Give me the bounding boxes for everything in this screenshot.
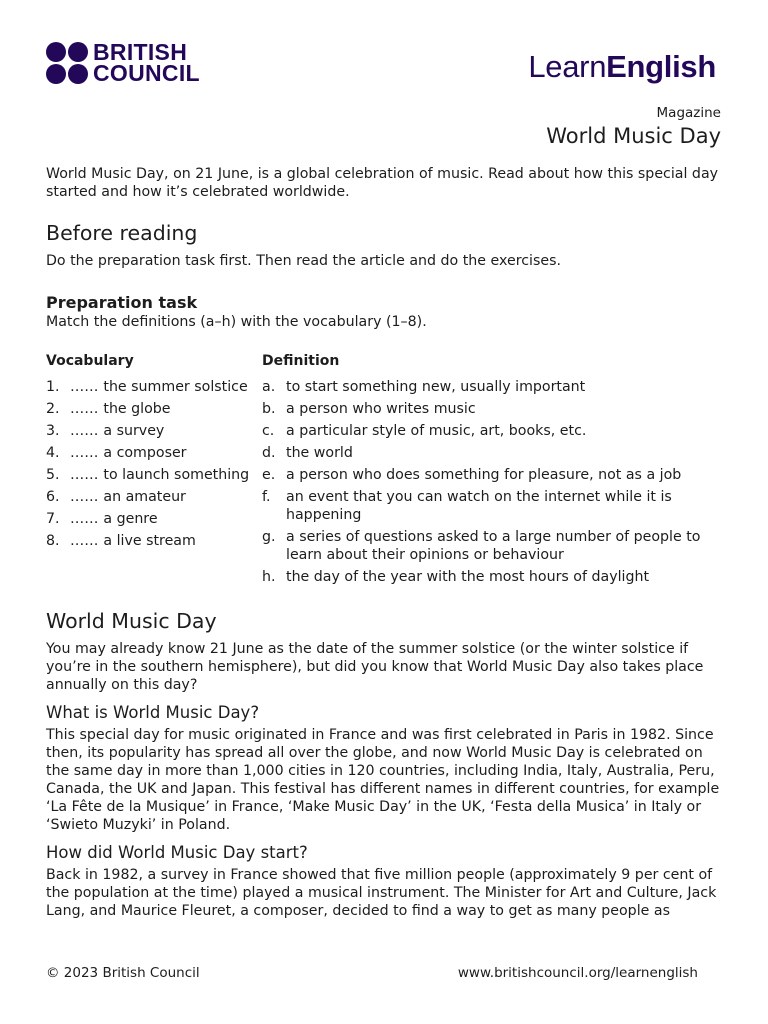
learnenglish-logo <box>528 49 716 85</box>
definition-item <box>262 568 722 586</box>
definition-column <box>262 352 722 590</box>
definition-header: Definition <box>262 353 340 369</box>
vocab-number: 1. <box>46 379 60 395</box>
definition-item <box>262 444 722 462</box>
article-paragraph: You may already know 21 June as the date of the summer solstice (or the winter solstice if you’re in the southern hemisphere), but did you know that World Music Day also takes place annually on this day? <box>46 641 704 693</box>
definition-item <box>262 528 722 564</box>
definition-letter: c. <box>262 423 275 439</box>
vocab-item <box>46 510 262 528</box>
footer-copyright: © 2023 British Council <box>46 965 200 981</box>
vocab-number: 2. <box>46 401 60 417</box>
definition-text: a series of questions asked to a large number of people to learn about their opinions or behaviour <box>286 529 701 563</box>
footer-url: www.britishcouncil.org/learnenglish <box>457 965 698 981</box>
main-content <box>46 165 726 920</box>
preparation-heading: Preparation task <box>46 293 198 312</box>
answer-blank: …… <box>70 511 99 527</box>
answer-blank: …… <box>70 379 99 395</box>
definition-letter: f. <box>262 489 271 505</box>
definition-letter: b. <box>262 401 276 417</box>
definition-text: to start something new, usually important <box>286 379 586 395</box>
definition-text: a particular style of music, art, books, etc. <box>286 423 587 439</box>
definition-item <box>262 488 722 524</box>
vocab-term: a live stream <box>103 533 196 549</box>
vocab-term: a composer <box>103 445 187 461</box>
vocabulary-column <box>46 352 262 590</box>
definition-text: an event that you can watch on the internet while it is happening <box>286 489 672 523</box>
answer-blank: …… <box>70 533 99 549</box>
preparation-instruction: Match the definitions (a–h) with the vocabulary (1–8). <box>46 314 427 330</box>
definition-letter: e. <box>262 467 276 483</box>
vocab-number: 6. <box>46 489 60 505</box>
definition-text: a person who writes music <box>286 401 476 417</box>
definition-text: the day of the year with the most hours of daylight <box>286 569 650 585</box>
vocab-item <box>46 444 262 462</box>
vocab-number: 4. <box>46 445 60 461</box>
answer-blank: …… <box>70 401 99 417</box>
learnenglish-english: English <box>606 49 716 84</box>
answer-blank: …… <box>70 423 99 439</box>
article-paragraph: Back in 1982, a survey in France showed that five million people (approximately 9 per cent of the population at the time) played a musical instrument. The Minister for Art and Culture, Jack Lang, and Maurice Fleuret, a composer, decided to find a way to get as many people as <box>46 867 717 919</box>
vocab-item <box>46 466 262 484</box>
section-label: Magazine <box>656 105 721 121</box>
british-council-line1: BRITISH <box>93 39 188 65</box>
article-heading: World Music Day <box>46 609 217 633</box>
vocabulary-header: Vocabulary <box>46 353 134 369</box>
definition-item <box>262 422 722 440</box>
article-paragraph: This special day for music originated in France and was first celebrated in Paris in 1982. Since then, its popularity has spread all over the globe, and now World Music Day is celebrated on the same day in more than 1,000 cities in 120 countries, including India, Italy, Australia, Peru, Canada, the UK and Japan. This festival has different names in different countries, for example ‘La Fête de la Musique’ in France, ‘Make Music Day’ in the UK, ‘Festa della Musica’ in Italy or ‘Swieto Muzyki’ in Poland. <box>46 727 720 833</box>
answer-blank: …… <box>70 489 99 505</box>
british-council-dots-icon <box>46 42 88 84</box>
vocab-term: the globe <box>103 401 171 417</box>
learnenglish-learn: Learn <box>528 49 607 84</box>
definition-letter: g. <box>262 529 276 545</box>
vocab-item <box>46 532 262 550</box>
vocab-number: 5. <box>46 467 60 483</box>
vocab-item <box>46 488 262 506</box>
definition-letter: d. <box>262 445 276 461</box>
vocab-number: 8. <box>46 533 60 549</box>
vocab-term: an amateur <box>103 489 186 505</box>
before-reading-text: Do the preparation task first. Then read the article and do the exercises. <box>46 253 561 269</box>
definition-item <box>262 378 722 396</box>
definition-item <box>262 466 722 484</box>
british-council-logo <box>46 39 200 86</box>
vocab-term: a survey <box>103 423 165 439</box>
vocab-number: 3. <box>46 423 60 439</box>
vocab-item <box>46 400 262 418</box>
vocab-item <box>46 378 262 396</box>
british-council-line2: COUNCIL <box>93 60 200 86</box>
vocab-term: the summer solstice <box>103 379 248 395</box>
definition-letter: a. <box>262 379 276 395</box>
vocab-item <box>46 422 262 440</box>
vocab-term: a genre <box>103 511 158 527</box>
vocabulary-matching-table <box>46 352 726 590</box>
answer-blank: …… <box>70 467 99 483</box>
page-title: World Music Day <box>546 124 721 148</box>
vocab-number: 7. <box>46 511 60 527</box>
how-start-heading: How did World Music Day start? <box>46 843 308 862</box>
definition-item <box>262 400 722 418</box>
vocab-term: to launch something <box>103 467 250 483</box>
definition-text: a person who does something for pleasure, not as a job <box>286 467 682 483</box>
answer-blank: …… <box>70 445 99 461</box>
definition-letter: h. <box>262 569 276 585</box>
british-council-wordmark <box>93 39 200 86</box>
before-reading-heading: Before reading <box>46 221 198 245</box>
what-is-heading: What is World Music Day? <box>46 703 260 722</box>
definition-text: the world <box>286 445 353 461</box>
intro-paragraph: World Music Day, on 21 June, is a global celebration of music. Read about how this special day started and how it’s celebrated worldwide. <box>46 166 719 200</box>
